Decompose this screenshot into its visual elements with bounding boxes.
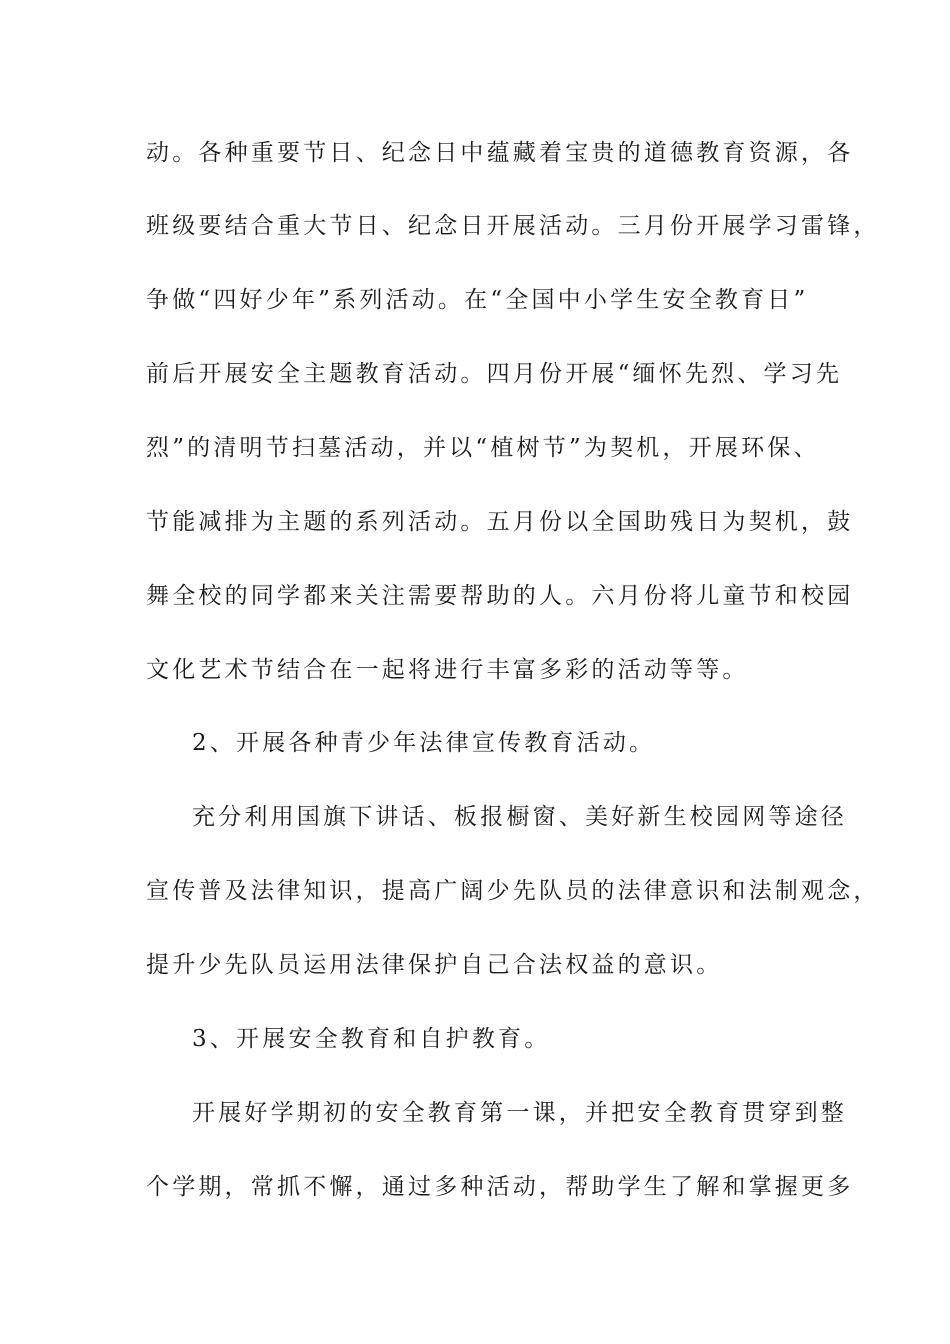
text-line: 争做“四好少年”系列活动。在“全国中小学生安全教育日” [146,287,809,313]
text-line: 提升少先队员运用法律保护自己合法权益的意识。 [146,952,723,978]
text-line: 文化艺术节结合在一起将进行丰富多彩的活动等等。 [146,657,749,683]
text-line: 动。各种重要节日、纪念日中蕴藏着宝贵的道德教育资源，各 [146,140,854,166]
text-line: 舞全校的同学都来关注需要帮助的人。六月份将儿童节和校园 [146,583,854,609]
section-heading: 2、开展各种青少年法律宣传教育活动。 [192,730,656,756]
text-line: 节能减排为主题的系列活动。五月份以全国助残日为契机，鼓 [146,509,854,535]
text-line: 烈”的清明节扫墓活动，并以“植树节”为契机，开展环保、 [146,435,820,461]
text-line: 宣传普及法律知识，提高广阔少先队员的法律意识和法制观念， [146,878,880,904]
section-heading: 3、开展安全教育和自护教育。 [192,1026,551,1052]
paragraph-first-line: 充分利用国旗下讲话、板报橱窗、美好新生校园网等途径 [192,804,847,830]
text-line: 前后开展安全主题教育活动。四月份开展“缅怀先烈、学习先 [146,361,843,387]
text-line: 班级要结合重大节日、纪念日开展活动。三月份开展学习雷锋， [146,213,880,239]
paragraph-first-line: 开展好学期初的安全教育第一课，并把安全教育贯穿到整 [192,1100,847,1126]
text-line: 个学期，常抓不懈，通过多种活动，帮助学生了解和掌握更多 [146,1174,854,1200]
